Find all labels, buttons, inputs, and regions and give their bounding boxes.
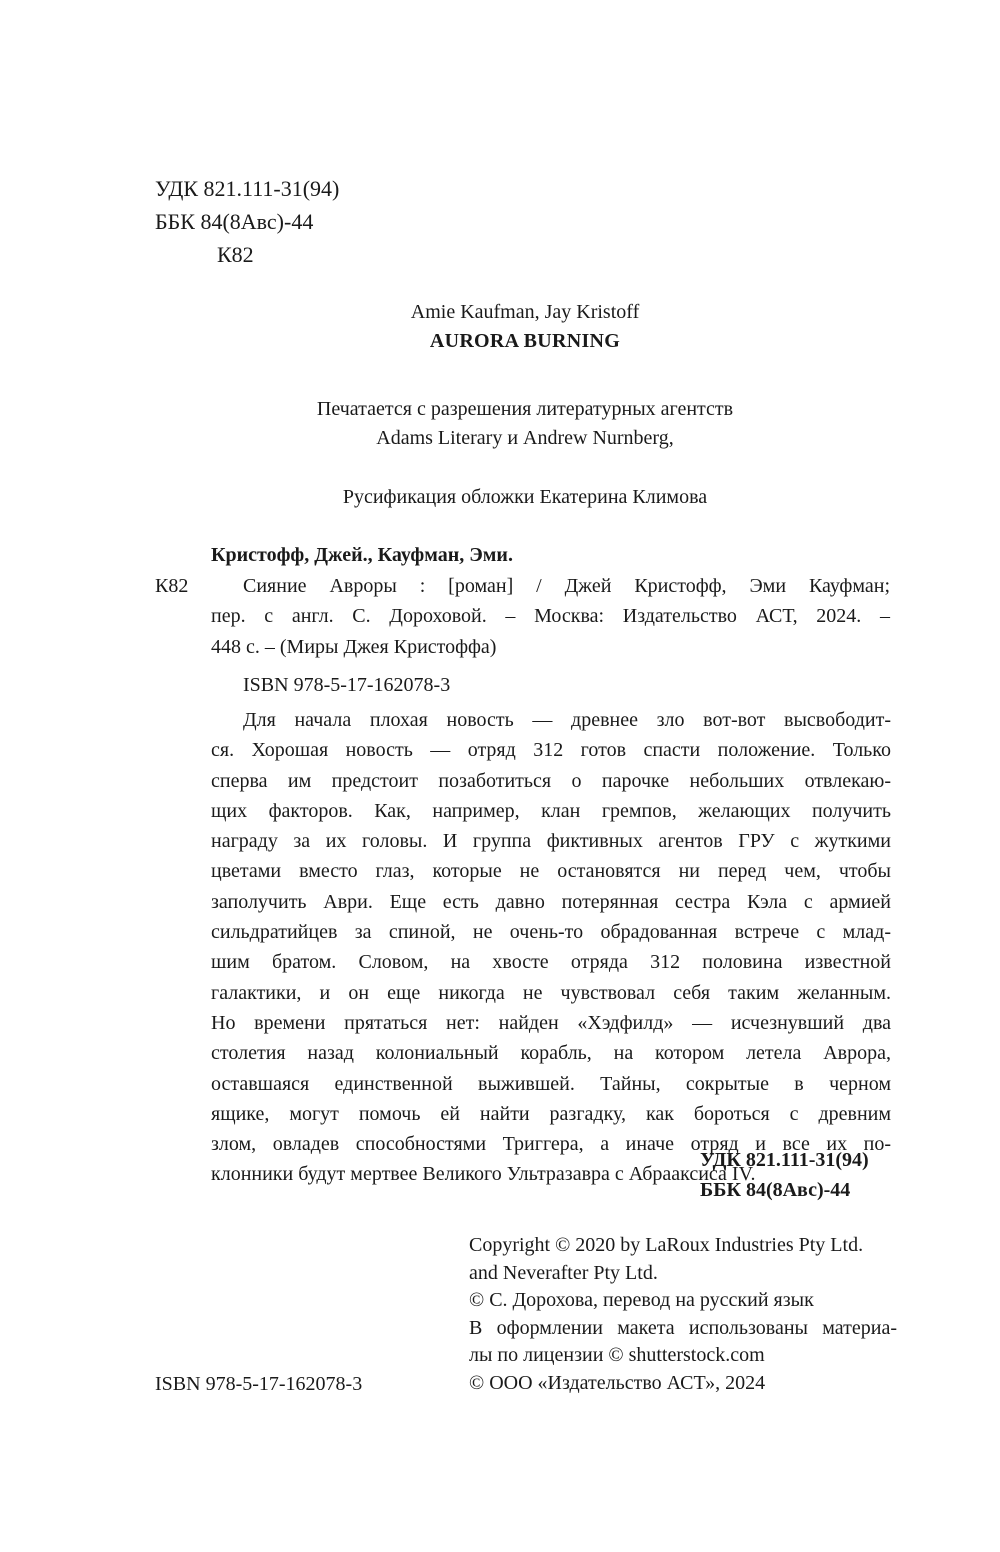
annotation-line: оставшаяся единственной выжившей. Тайны, сокрытые в черном: [211, 1072, 891, 1095]
annotation-line: награду за их головы. И группа фиктивных агентов ГРУ с жуткими: [211, 830, 891, 853]
biblio-author-mark: К82: [155, 574, 189, 597]
copyright-line: and Neverafter Pty Ltd.: [469, 1261, 658, 1284]
biblio-line: 448 с. – (Миры Джея Кристоффа): [211, 635, 497, 658]
annotation-line: клонники будут мертвее Великого Ультразавра с Абрааксиса IV.: [211, 1163, 756, 1186]
annotation-line: сперва им предстоит позаботиться о парочке небольших отвлекаю-: [211, 769, 891, 792]
annotation-line: щих факторов. Как, например, клан гремпов, желающих получить: [211, 799, 891, 822]
bbk-code-footer: ББК 84(8Авс)-44: [700, 1179, 851, 1201]
biblio-first-row: [155, 571, 890, 602]
annotation-line: столетия назад колониальный корабль, на котором летела Аврора,: [211, 1042, 891, 1065]
annotation-line: ящике, могут помочь ей найти разгадку, как бороться с древним: [211, 1102, 891, 1125]
annotation-line: галактики, и он еще никогда не чувствовал себя таким желанным.: [211, 981, 891, 1004]
bibliographic-record: [155, 540, 890, 701]
annotation: [211, 705, 891, 1190]
annotation-line: заполучить Аври. Еще есть давно потерянная сестра Кэла с армией: [211, 890, 891, 913]
biblio-line: пер. с англ. С. Дороховой. – Москва: Издательство АСТ, 2024. –: [211, 605, 890, 627]
annotation-line: сильдратийцев за спиной, не очень-то обрадованная встрече с млад-: [211, 921, 891, 944]
copyright-block: [469, 1232, 897, 1397]
copyright-line: Copyright © 2020 by LaRoux Industries Pty Ltd.: [469, 1234, 864, 1256]
classification-codes: [155, 172, 339, 271]
isbn-footer: ISBN 978-5-17-162078-3: [155, 1373, 363, 1395]
biblio-heading: Кристофф, Джей., Кауфман, Эми.: [211, 544, 513, 566]
annotation-line: Но времени прятаться нет: найден «Хэдфилд» — исчезнувший два: [211, 1011, 891, 1034]
annotation-line: цветами вместо глаз, которые не остановятся ни перед чем, чтобы: [211, 860, 891, 883]
annotation-line: ся. Хорошая новость — отряд 312 готов спасти положение. Только: [211, 739, 891, 762]
copyright-line: В оформлении макета использованы материа-: [469, 1316, 897, 1339]
permission-line: Печатается с разрешения литературных агентств: [316, 398, 734, 420]
copyright-line: © С. Дорохова, перевод на русский язык: [469, 1289, 814, 1311]
udk-code-footer: УДК 821.111-31(94): [700, 1149, 869, 1171]
biblio-line: Сияние Авроры : [роман] / Джей Кристофф, Эми Кауфман;: [243, 574, 890, 597]
permission-line: Adams Literary и Andrew Nurnberg,: [376, 427, 674, 449]
copyright-line: лы по лицензии © shutterstock.com: [469, 1344, 765, 1366]
cover-credit: Русификация обложки Екатерина Климова: [342, 486, 708, 508]
original-authors: Amie Kaufman, Jay Kristoff: [410, 301, 640, 323]
classification-footer: [700, 1145, 869, 1205]
author-mark: К82: [217, 242, 254, 267]
bbk-code: ББК 84(8Авс)-44: [155, 209, 314, 234]
annotation-line: злом, овладев способностями Триггера, а иначе отряд и все их по-: [211, 1133, 891, 1156]
permission-note: [210, 395, 840, 453]
annotation-line: шим братом. Словом, на хвосте отряда 312 половина известной: [211, 951, 891, 974]
udk-code: УДК 821.111-31(94): [155, 176, 340, 201]
original-title: AURORA BURNING: [429, 330, 621, 352]
biblio-isbn: ISBN 978-5-17-162078-3: [243, 674, 451, 696]
annotation-line: Для начала плохая новость — древнее зло вот-вот высвободит-: [243, 709, 891, 731]
copyright-line: © ООО «Издательство АСТ», 2024: [469, 1371, 766, 1394]
biblio-continuation: [155, 601, 890, 662]
